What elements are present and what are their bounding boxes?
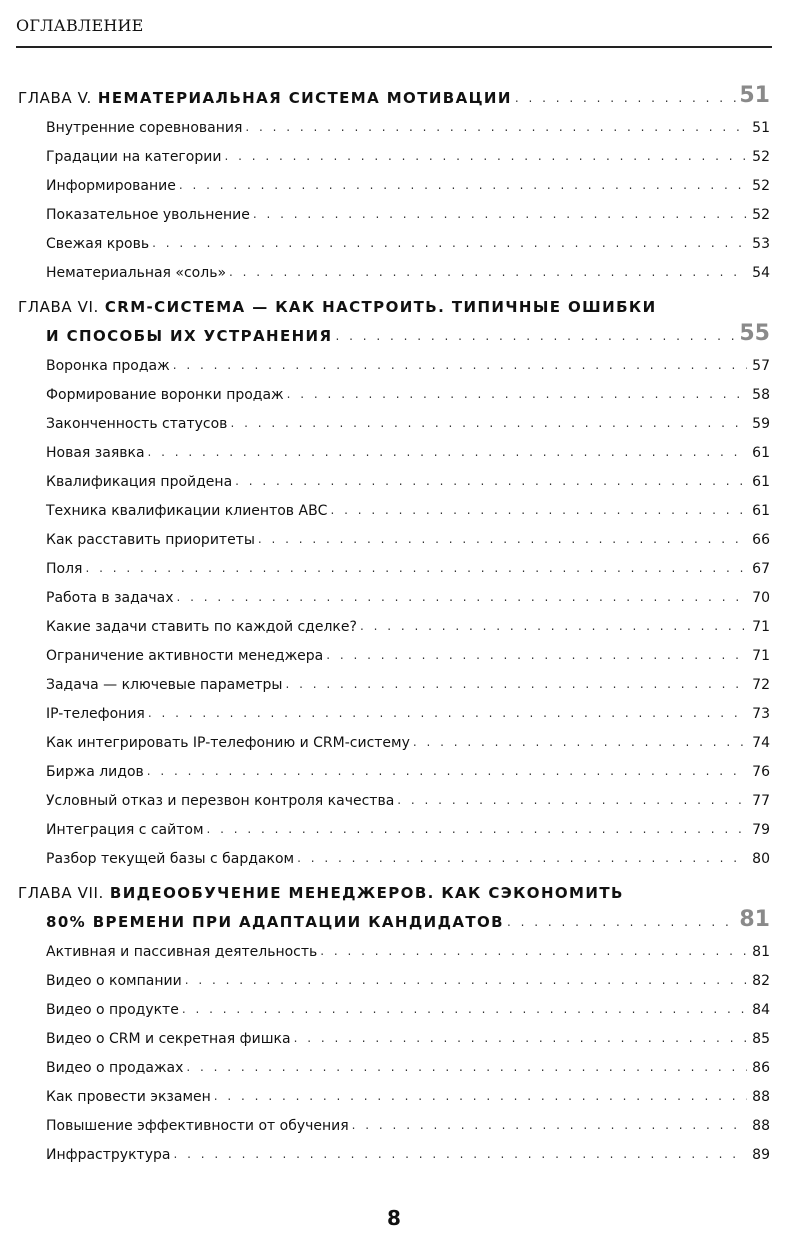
dot-leader: [297, 853, 747, 863]
entry-title: Ограничение активности менеджера: [46, 648, 324, 664]
chapter-title: CRM-СИСТЕМА — КАК НАСТРОИТЬ. ТИПИЧНЫЕ ОШИБКИ: [104, 298, 657, 316]
toc-entry: [18, 751, 770, 780]
toc-entry: [18, 1047, 770, 1076]
entry-page-number: 52: [752, 178, 770, 194]
toc-entry: [18, 1105, 770, 1134]
entry-page-number: 66: [752, 532, 770, 548]
toc-entry: [18, 635, 770, 664]
entry-page-number: 59: [752, 416, 770, 432]
entry-page-number: 84: [752, 1002, 770, 1018]
entry-title: Как интегрировать IP-телефонию и CRM-систему: [46, 735, 410, 751]
entry-page-number: 86: [752, 1060, 770, 1076]
dot-leader: [229, 267, 747, 277]
entry-title: Формирование воронки продаж: [46, 387, 284, 403]
entry-title: Градации на категории: [46, 149, 222, 165]
entry-title: Воронка продаж: [46, 358, 170, 374]
toc-entry: [18, 960, 770, 989]
entry-page-number: 88: [752, 1118, 770, 1134]
entry-page-number: 61: [752, 474, 770, 490]
dot-leader: [182, 1004, 747, 1014]
entry-title: Поля: [46, 561, 83, 577]
dot-leader: [285, 679, 747, 689]
dot-leader: [253, 209, 747, 219]
toc-entry: [18, 577, 770, 606]
toc-entry: [18, 931, 770, 960]
entry-title: Условный отказ и перезвон контроля качества: [46, 793, 395, 809]
dot-leader: [214, 1091, 747, 1101]
entry-title: Видео о продажах: [46, 1060, 184, 1076]
entry-title: Новая заявка: [46, 445, 145, 461]
entry-title: Как расставить приоритеты: [46, 532, 255, 548]
chapter-page-number: 55: [739, 321, 770, 346]
toc-entry: [18, 606, 770, 635]
entry-page-number: 58: [752, 387, 770, 403]
entry-title: Разбор текущей базы с бардаком: [46, 851, 295, 867]
dot-leader: [335, 331, 736, 341]
entry-title: Свежая кровь: [46, 236, 150, 252]
entry-page-number: 53: [752, 236, 770, 252]
chapter-heading-line: [18, 80, 770, 107]
toc-entry: [18, 780, 770, 809]
entry-page-number: 67: [752, 561, 770, 577]
entry-page-number: 54: [752, 265, 770, 281]
dot-leader: [148, 708, 747, 718]
toc-entry: [18, 136, 770, 165]
entry-page-number: 57: [752, 358, 770, 374]
entry-page-number: 77: [752, 793, 770, 809]
entry-title: Задача — ключевые параметры: [46, 677, 283, 693]
toc-entry: [18, 664, 770, 693]
toc-entry: [18, 722, 770, 751]
dot-leader: [287, 389, 747, 399]
entry-page-number: 61: [752, 445, 770, 461]
entry-page-number: 88: [752, 1089, 770, 1105]
entry-title: Техника квалификации клиентов АВС: [46, 503, 328, 519]
entry-title: IP-телефония: [46, 706, 145, 722]
entry-page-number: 89: [752, 1147, 770, 1163]
toc-entry: [18, 838, 770, 867]
chapter-label: ГЛАВА V.: [18, 89, 92, 107]
entry-page-number: 70: [752, 590, 770, 606]
toc-entry: [18, 345, 770, 374]
chapter-heading-line: [18, 875, 770, 902]
toc-entry: [18, 989, 770, 1018]
entry-title: Интеграция с сайтом: [46, 822, 204, 838]
entry-page-number: 72: [752, 677, 770, 693]
entry-title: Инфраструктура: [46, 1147, 171, 1163]
chapter-heading-line: [18, 316, 770, 345]
dot-leader: [207, 824, 747, 834]
chapter-page-number: 81: [739, 907, 770, 932]
toc-entry: [18, 223, 770, 252]
entry-page-number: 76: [752, 764, 770, 780]
toc-entry: [18, 1076, 770, 1105]
toc-entry: [18, 809, 770, 838]
entry-title: Видео о продукте: [46, 1002, 179, 1018]
entry-title: Информирование: [46, 178, 176, 194]
dot-leader: [320, 946, 747, 956]
entry-title: Квалификация пройдена: [46, 474, 233, 490]
entry-title: Активная и пассивная деятельность: [46, 944, 318, 960]
dot-leader: [85, 563, 747, 573]
entry-title: Внутренние соревнования: [46, 120, 243, 136]
dot-leader: [235, 476, 747, 486]
entry-title: Видео о CRM и секретная фишка: [46, 1031, 291, 1047]
entry-page-number: 52: [752, 207, 770, 223]
chapter-title: НЕМАТЕРИАЛЬНАЯ СИСТЕМА МОТИВАЦИИ: [97, 89, 512, 107]
entry-page-number: 79: [752, 822, 770, 838]
page-number: 8: [387, 1206, 401, 1230]
toc-entry: [18, 374, 770, 403]
dot-leader: [185, 975, 747, 985]
entry-page-number: 73: [752, 706, 770, 722]
toc-entry: [18, 252, 770, 281]
dot-leader: [230, 418, 747, 428]
dot-leader: [186, 1062, 747, 1072]
entry-page-number: 74: [752, 735, 770, 751]
dot-leader: [224, 151, 747, 161]
chapter-page-number: 51: [739, 83, 770, 108]
entry-title: Как провести экзамен: [46, 1089, 211, 1105]
toc-entry: [18, 693, 770, 722]
header-rule: [16, 46, 772, 48]
toc-entry: [18, 107, 770, 136]
dot-leader: [173, 360, 747, 370]
dot-leader: [397, 795, 747, 805]
chapter-label: ГЛАВА VII.: [18, 884, 104, 902]
entry-title: Законченность статусов: [46, 416, 228, 432]
entry-title: Показательное увольнение: [46, 207, 250, 223]
dot-leader: [294, 1033, 747, 1043]
entry-page-number: 51: [752, 120, 770, 136]
dot-leader: [147, 766, 747, 776]
entry-title: Видео о компании: [46, 973, 182, 989]
chapter-title: 80% ВРЕМЕНИ ПРИ АДАПТАЦИИ КАНДИДАТОВ: [46, 913, 504, 931]
entry-title: Какие задачи ставить по каждой сделке?: [46, 619, 357, 635]
dot-leader: [352, 1120, 747, 1130]
entry-title: Биржа лидов: [46, 764, 144, 780]
chapter-title: И СПОСОБЫ ИХ УСТРАНЕНИЯ: [46, 327, 333, 345]
entry-page-number: 71: [752, 648, 770, 664]
entry-page-number: 81: [752, 944, 770, 960]
entry-title: Работа в задачах: [46, 590, 174, 606]
toc-entry: [18, 548, 770, 577]
entry-page-number: 61: [752, 503, 770, 519]
toc-entry: [18, 1134, 770, 1163]
dot-leader: [152, 238, 747, 248]
dot-leader: [326, 650, 747, 660]
entry-title: Повышение эффективности от обучения: [46, 1118, 349, 1134]
dot-leader: [179, 180, 747, 190]
toc-entry: [18, 432, 770, 461]
chapter-heading-line: [18, 902, 770, 931]
entry-page-number: 52: [752, 149, 770, 165]
dot-leader: [330, 505, 747, 515]
dot-leader: [413, 737, 747, 747]
dot-leader: [507, 917, 736, 927]
entry-page-number: 80: [752, 851, 770, 867]
toc-entry: [18, 403, 770, 432]
dot-leader: [245, 122, 747, 132]
toc-entry: [18, 490, 770, 519]
dot-leader: [360, 621, 747, 631]
toc-entry: [18, 194, 770, 223]
running-head: ОГЛАВЛЕНИЕ: [16, 16, 144, 35]
chapter-title: ВИДЕООБУЧЕНИЕ МЕНЕДЖЕРОВ. КАК СЭКОНОМИТЬ: [109, 884, 624, 902]
toc-entry: [18, 461, 770, 490]
entry-page-number: 85: [752, 1031, 770, 1047]
dot-leader: [515, 93, 737, 103]
entry-title: Нематериальная «соль»: [46, 265, 227, 281]
dot-leader: [177, 592, 747, 602]
toc-entry: [18, 165, 770, 194]
toc-entry: [18, 519, 770, 548]
entry-page-number: 71: [752, 619, 770, 635]
toc-entry: [18, 1018, 770, 1047]
dot-leader: [148, 447, 747, 457]
dot-leader: [173, 1149, 747, 1159]
chapter-label: ГЛАВА VI.: [18, 298, 99, 316]
chapter-heading-line: [18, 289, 770, 316]
dot-leader: [258, 534, 747, 544]
table-of-contents: [18, 80, 770, 1163]
entry-page-number: 82: [752, 973, 770, 989]
